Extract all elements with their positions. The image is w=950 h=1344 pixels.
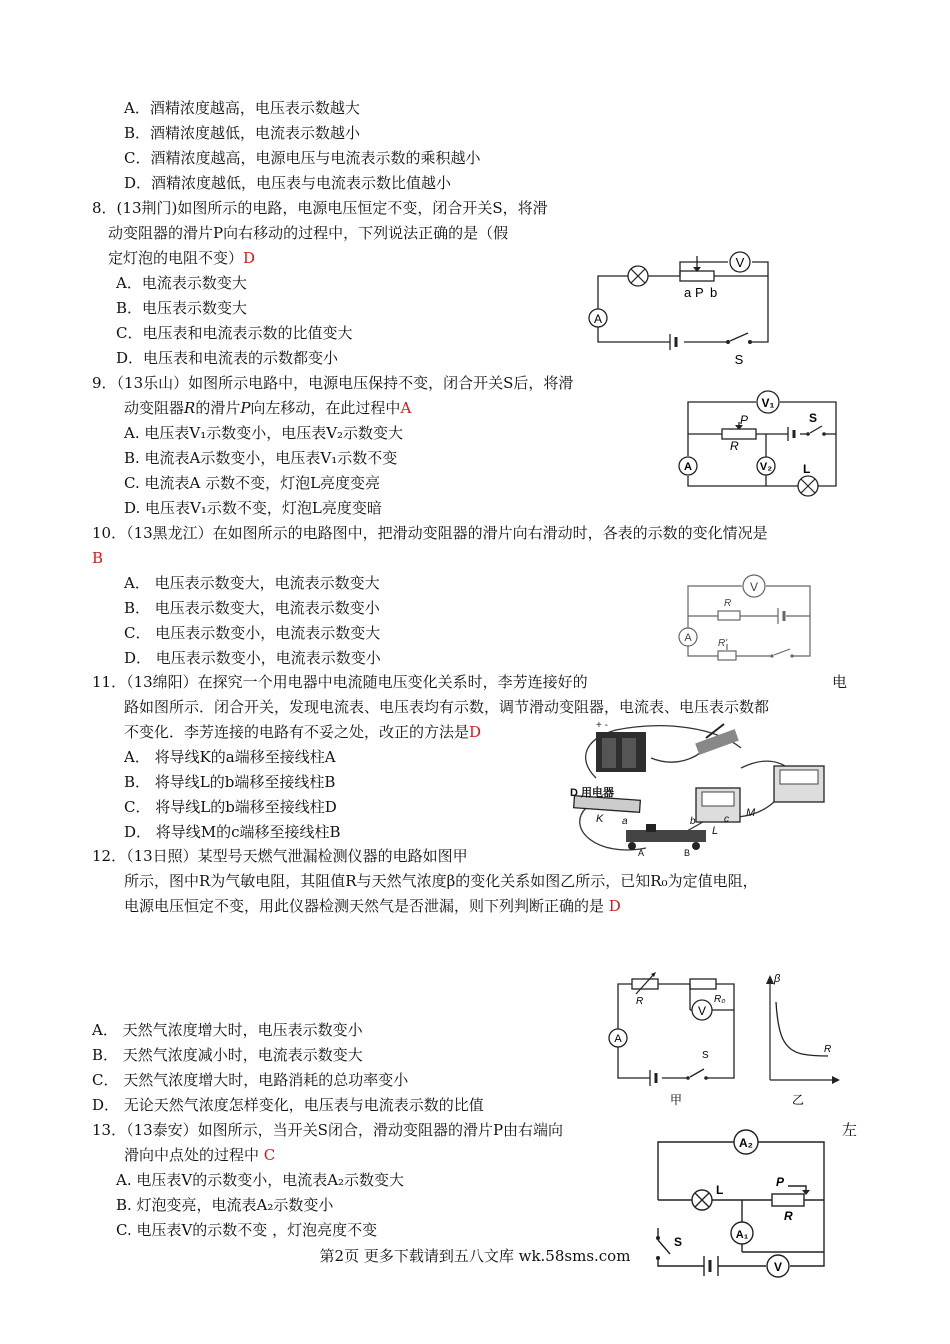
q13-fig-lamp-label: L	[716, 1183, 724, 1197]
q10-option-b: B． 电压表示数变大，电流表示数变小	[124, 599, 380, 617]
q13-answer: C	[263, 1146, 276, 1164]
q9-option-b: B. 电流表A示数变小，电压表V₁示数不变	[124, 449, 398, 467]
q10-answer: B	[92, 549, 104, 567]
q12-option-c: C． 天然气浓度增大时，电路消耗的总功率变小	[92, 1071, 409, 1089]
q8-option-a: A．电流表示数变大	[116, 274, 247, 292]
q8-answer: D	[243, 249, 256, 267]
q13-fig-a2-label: A₂	[739, 1136, 753, 1150]
q8-option-b: B．电压表示数变大	[116, 299, 248, 317]
q12-option-b: B． 天然气浓度减小时，电流表示数变大	[92, 1046, 363, 1064]
q9-fig-v2-label: V₂	[759, 461, 773, 473]
q12-fig-beta-label: β	[774, 973, 781, 985]
q11-fig-pa-label: A	[638, 848, 645, 858]
q12-stem-line1: 12．（13日照）某型号天燃气泄漏检测仪器的电路如图甲	[92, 847, 468, 865]
q13-fig-voltmeter-label: V	[773, 1260, 783, 1274]
q11-fig-c-label: c	[724, 814, 729, 825]
q11-fig-device-label: D 用电器	[570, 787, 614, 799]
svg-text:+ -: + -	[596, 720, 608, 731]
q13-fig-p-label: P	[776, 1175, 785, 1189]
q13-fig-switch-label: S	[674, 1235, 683, 1249]
q11-fig-k-label: K	[596, 813, 604, 825]
q9-fig-p-label: P	[740, 413, 749, 427]
q8-circuit-figure	[578, 242, 778, 370]
q13-option-b: B. 灯泡变亮，电流表A₂示数变小	[116, 1196, 334, 1214]
q10-fig-ammeter-label: A	[684, 632, 692, 644]
q8-fig-ammeter-label: A	[593, 312, 603, 326]
q12-fig-graph-r-label: R	[824, 1044, 832, 1055]
q9-option-c: C. 电流表A 示数不变，灯泡L亮度变亮	[124, 474, 381, 492]
q7-option-b: B．酒精浓度越低，电流表示数越小	[124, 124, 361, 142]
q13-fig-r-label: R	[784, 1209, 793, 1223]
q11-fig-pb-label: B	[684, 848, 691, 858]
q9-fig-switch-label: S	[809, 411, 818, 425]
q9-option-d: D. 电压表V₁示数不变，灯泡L亮度变暗	[124, 499, 382, 517]
q7-option-d: D．酒精浓度越低，电压表与电流表示数比值越小	[124, 174, 452, 192]
q12-fig-yi-label: 乙	[791, 1093, 805, 1107]
q10-stem-line1: 10．（13黑龙江）在如图所示的电路图中，把滑动变阻器的滑片向右滑动时，各表的示数的变化情况是	[92, 524, 768, 542]
q12-option-a: A． 天然气浓度增大时，电压表示数变小	[92, 1021, 363, 1039]
q12-fig-switch-label: S	[702, 1050, 709, 1061]
q9-fig-v1-label: V₁	[761, 396, 775, 410]
q9-answer: A	[400, 399, 412, 417]
q13-fig-a1-label: A₁	[735, 1229, 749, 1241]
q8-option-c: C．电压表和电流表示数的比值变大	[116, 324, 353, 342]
q7-option-c: C．酒精浓度越高，电源电压与电流表示数的乘积越小	[124, 149, 481, 167]
q12-stem-line3: 电源电压恒定不变，用此仪器检测天然气是否泄漏，则下列判断正确的是 D	[124, 897, 621, 915]
q12-fig-jia-label: 甲	[669, 1093, 683, 1107]
q11-option-c: C． 将导线L的b端移至接线柱D	[124, 798, 337, 816]
q11-stem-line1b: 电	[832, 673, 848, 691]
q13-option-a: A. 电压表V的示数变小，电流表A₂示数变大	[116, 1171, 405, 1189]
q8-fig-p-label: P	[695, 285, 704, 300]
q11-option-d: D． 将导线M的c端移至接线柱B	[124, 823, 341, 841]
q11-answer: D	[469, 723, 482, 741]
q9-fig-r-label: R	[730, 439, 739, 453]
page-footer: 第2页 更多下载请到五八文库 wk.58sms.com	[319, 1247, 631, 1265]
q11-circuit-photo-figure	[556, 718, 838, 863]
q12-fig-ammeter-label: A	[614, 1033, 622, 1045]
q9-stem-line1: 9．（13乐山）如图所示电路中，电源电压保持不变，闭合开关S后，将滑	[92, 374, 574, 392]
q10-fig-r2-label: R'	[718, 638, 728, 649]
q13-option-c: C. 电压表V的示数不变 ，灯泡亮度不变	[116, 1221, 378, 1239]
q11-fig-l-label: L	[712, 825, 719, 837]
q12-fig-r0-label: R₀	[714, 994, 726, 1005]
q11-fig-b-label: b	[690, 816, 696, 827]
q7-option-a: A．酒精浓度越高，电压表示数越大	[124, 99, 360, 117]
q9-stem-line2: 动变阻器R的滑片P向左移动，在此过程中A	[124, 399, 412, 417]
q8-fig-b-label: b	[710, 285, 718, 300]
q8-option-d: D．电压表和电流表的示数都变小	[116, 349, 339, 367]
q8-fig-a-label: a	[684, 285, 692, 300]
q11-option-a: A． 将导线K的a端移至接线柱A	[124, 748, 336, 766]
q12-option-d: D． 无论天然气浓度怎样变化，电压表与电流表示数的比值	[92, 1096, 484, 1114]
q12-fig-voltmeter-label: V	[697, 1004, 707, 1018]
q12-fig-r-label: R	[636, 996, 644, 1007]
q10-fig-r-label: R	[724, 598, 732, 609]
q8-stem-line3: 定灯泡的电阻不变）D	[108, 249, 256, 267]
q11-stem-line2: 路如图所示．闭合开关，发现电流表、电压表均有示数，调节滑动变阻器，电流表、电压表示数都	[124, 698, 770, 716]
q11-fig-m-label: M	[746, 807, 756, 819]
q13-stem-line2: 滑向中点处的过程中 C	[124, 1146, 276, 1164]
q10-circuit-figure	[674, 570, 824, 670]
q8-fig-switch-label: S	[734, 352, 744, 367]
q10-fig-voltmeter-label: V	[749, 580, 759, 594]
q8-fig-voltmeter-label: V	[735, 255, 745, 270]
q10-option-c: C． 电压表示数变小，电流表示数变大	[124, 624, 381, 642]
q11-stem-line1a: 11．（13绵阳）在探究一个用电器中电流随电压变化关系时，李芳连接好的	[92, 673, 588, 691]
q12-answer: D	[608, 897, 621, 915]
q8-stem-line1: 8．(13荆门)如图所示的电路，电源电压恒定不变，闭合开关S，将滑	[92, 199, 548, 217]
q9-option-a: A. 电压表V₁示数变小，电压表V₂示数变大	[124, 424, 404, 442]
q8-stem-line2: 动变阻器的滑片P向右移动的过程中，下列说法正确的是（假	[108, 224, 509, 242]
q11-stem-line3: 不变化．李芳连接的电路有不妥之处，改正的方法是D	[124, 723, 482, 741]
q13-stem-line1a: 13．（13泰安）如图所示，当开关S闭合，滑动变阻器的滑片P由右端向	[92, 1121, 564, 1139]
q9-fig-lamp-label: L	[803, 462, 811, 476]
q10-option-a: A． 电压表示数变大，电流表示数变大	[124, 574, 380, 592]
q13-stem-line1b: 左	[842, 1121, 858, 1139]
q11-option-b: B． 将导线L的b端移至接线柱B	[124, 773, 336, 791]
q10-option-d: D． 电压表示数变小，电流表示数变小	[124, 649, 381, 667]
q11-fig-a-label: a	[622, 816, 628, 827]
q9-fig-ammeter-label: A	[684, 461, 692, 473]
q9-circuit-figure	[676, 388, 846, 500]
q12-circuit-and-graph-figure	[606, 966, 840, 1108]
q12-stem-line2: 所示，图中R为气敏电阻，其阻值R与天然气浓度β的变化关系如图乙所示，已知R₀为定值电阻，	[124, 872, 758, 890]
